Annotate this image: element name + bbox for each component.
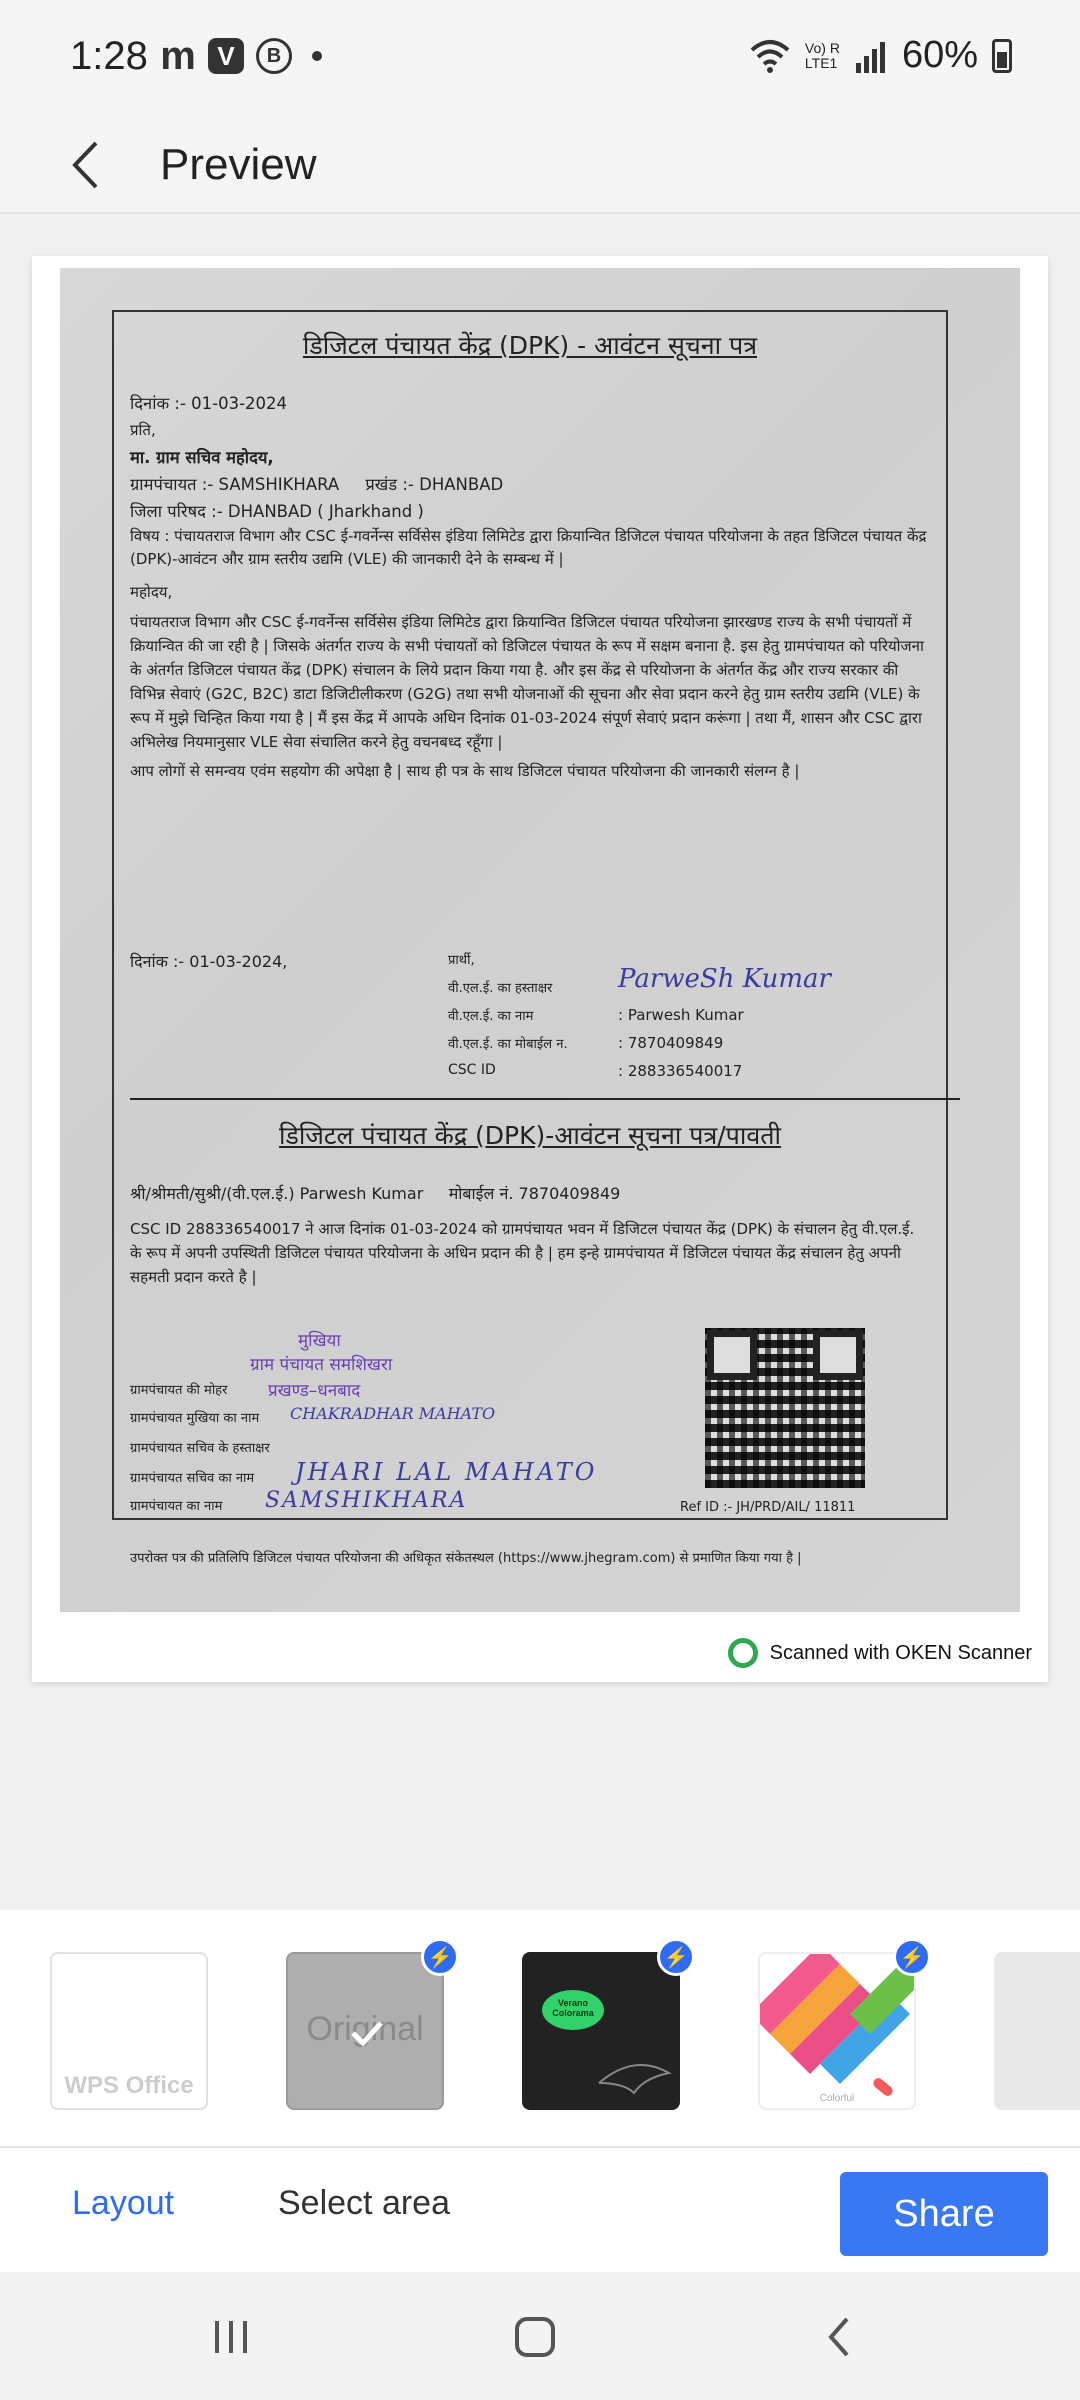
watermark-text: Scanned with OKEN Scanner [769,1641,1032,1664]
battery-percent: 60% [901,34,978,76]
more-notifications-icon [312,51,322,61]
premium-badge-icon: ⚡ [657,1938,695,1976]
vle-signature: ParweSh Kumar [618,964,831,994]
filter-original[interactable] [286,1952,444,2110]
filter-colorful[interactable] [758,1952,916,2110]
csc-label: CSC ID [448,1062,496,1078]
vle-name-label: वी.एल.ई. का नाम [448,1009,534,1024]
signal-icon [854,39,888,73]
secretary-sig-label: ग्रामपंचायत सचिव के हस्ताक्षर [130,1441,270,1456]
section-divider [130,1098,960,1100]
csc-id: : 288336540017 [618,1062,743,1080]
notification-icons [160,33,322,78]
colorful-stripes-icon [760,1954,916,2110]
vle-mobile: : 7870409849 [618,1034,724,1052]
page-title: Preview [160,140,317,189]
qr-code [705,1328,865,1488]
vle-sig-label: वी.एल.ई. का हस्ताक्षर [448,981,553,996]
receipt-content [130,1180,930,1289]
select-area-button[interactable]: Select area [278,2184,450,2222]
back-arrow-icon [70,140,100,190]
ref-id: Ref ID :- JH/PRD/AIL/ 11811 [680,1500,856,1515]
filter-verano[interactable] [522,1952,680,2110]
document-page[interactable] [32,256,1048,1682]
stamp-line-1: मुखिया [298,1331,341,1351]
recent-apps-button[interactable] [196,2302,266,2372]
signature-block [130,950,930,1090]
premium-badge-icon: ⚡ [421,1938,459,1976]
doc-panchayat: ग्रामपंचायत :- SAMSHIKHARA प्रखंड :- DHANBAD [130,475,504,494]
status-bar [0,0,1080,116]
stamp-line-2: ग्राम पंचायत समशिखरा [250,1355,393,1375]
stamp-line-3: प्रखण्ड–धनबाद [268,1381,361,1401]
status-right [749,34,1012,77]
filter-label: Verano Colorama [552,1998,594,2018]
applicant-label: प्रार्थी, [448,953,475,968]
app-bar [0,116,1080,214]
doc-district: जिला परिषद :- DHANBAD ( Jharkhand ) [130,502,424,521]
filter-strip [0,1910,1080,2146]
document-title: डिजिटल पंचायत केंद्र (DPK) - आवंटन सूचना पत्र [302,331,758,360]
panchayat-name-label: ग्रामपंचायत का नाम [130,1499,223,1514]
status-time: 1:28 [70,34,148,78]
back-nav-icon [825,2315,853,2359]
doc-subject: विषय : पंचायतराज विभाग और CSC ई-गवर्नेन्स सर्विसेस इंडिया लिमिटेड द्वारा क्रियान्वित डिजिटल पंचायत परियोजना के तहत डिजिटल पंचायत केंद्र (DPK)-आवंटन और ग्राम स्तरीय उद्यमि (VLE) की जानकारी देने के सम्बन्ध में | [130,527,927,568]
filter-wps-office[interactable] [50,1952,208,2110]
seal-label: ग्रामपंचायत की मोहर [130,1383,228,1398]
mukhiya-name: CHAKRADHAR MAHATO [290,1404,496,1423]
doc-footer: उपरोक्त पत्र की प्रतिलिपि डिजिटल पंचायत परियोजना की अधिकृत संकेतस्थल (https://www.jhegram.com) से प्रमाणित किया गया है | [130,1551,802,1566]
scanned-document [60,268,1020,1612]
premium-badge-icon: ⚡ [893,1938,931,1976]
home-icon [513,2315,557,2359]
doc-body: पंचायतराज विभाग और CSC ई-गवर्नेन्स सर्विसेस इंडिया लिमिटेड द्वारा क्रियान्वित डिजिटल पंचायत परियोजना झारखण्ड राज्य के सभी पंचायतों में क्रियान्वित की जा रही है | जिसके अंतर्गत राज्य के सभी पंचायतों को डिजिटल पंचायत के रूप में सक्षम बनाना है. इस हेतु ग्रामपंचायत को परियोजना के अंतर्गत डिजिटल पंचायत केंद्र (DPK) संचालन के लिये प्रदान किया गया है. और इस केंद्र से परियोजना के अंतर्गत केंद्र और राज्य सरकार की विभिन्न सेवाएं (G2C, B2C) डाटा डिजिटीलीकरण (G2G) तथा सभी योजनाओं की सूचना और सेवा प्रदान करने हेतु ग्राम स्तरीय उद्यमि (VLE) के रूप में मुझे चिन्हित किया गया है | मैं इस केंद्र में आपके अधिन दिनांक 01-03-2024 संपूर्ण सेवाएं प्रदान करूंगा | तथा मैं, शासन और CSC द्वारा अभिलेख नियमानुसार VLE सेवा संचालित करने हेतु वचनबध्द रहूँगा | [130,613,924,751]
receipt-title: डिजिटल पंचायत केंद्र (DPK)-आवंटन सूचना पत्र/पावती [279,1121,781,1150]
doc-closing: आप लोगों से समन्वय एवंम सहयोग की अपेक्षा है | साथ ही पत्र के साथ डिजिटल पंचायत परियोजना की जानकारी संलग्न है | [130,762,800,780]
bottom-action-bar [0,2146,1080,2272]
doc-date: दिनांक :- 01-03-2024 [130,394,288,413]
receipt-line: श्री/श्रीमती/सुश्री/(वी.एल.ई.) Parwesh Kumar मोबाईल नं. 7870409849 [130,1184,621,1203]
secretary-name: JHARI LAL MAHATO [295,1458,598,1486]
wifi-icon [749,38,791,74]
filter-label: Colorful [819,2093,855,2104]
mukhiya-label: ग्रामपंचायत मुखिया का नाम [130,1411,260,1426]
dolphin-icon [594,2048,674,2098]
doc-salutation: महोदय, [130,583,173,601]
preview-area [0,216,1080,1910]
network-label: Vo) R LTE1 [804,39,840,71]
secretary-name-label: ग्रामपंचायत सचिव का नाम [130,1471,255,1486]
share-button[interactable]: Share [840,2172,1048,2256]
panchayat-name: SAMSHIKHARA [265,1488,468,1513]
b-app-icon: B [256,38,292,74]
v-app-icon: V [208,38,244,74]
layout-button[interactable]: Layout [72,2184,175,2222]
home-button[interactable] [500,2302,570,2372]
m-app-icon: m [160,33,196,78]
doc-to: प्रति, [130,421,156,439]
oken-scanner-icon [728,1638,758,1668]
back-button[interactable] [50,130,120,200]
filter-label: WPS Office [64,2072,194,2099]
battery-icon [992,39,1012,73]
back-nav-button[interactable] [804,2302,874,2372]
doc-addressee: मा. ग्राम सचिव महोदय, [130,448,274,467]
receipt-body: CSC ID 288336540017 ने आज दिनांक 01-03-2024 को ग्रामपंचायत भवन में डिजिटल पंचायत केंद्र (DPK) के संचालन हेतु वी.एल.ई. के रूप में अपनी उपस्थिती डिजिटल पंचायत परियोजना के अधिन प्रदान की है | हम इन्हे ग्रामपंचायत में डिजिटल पंचायत केंद्र संचालन हेतु अपनी सहमती प्रदान करते है | [130,1220,915,1286]
sign-date: दिनांक :- 01-03-2024, [130,952,288,971]
checkmark-icon [349,2018,385,2048]
document-content [130,328,930,1566]
filter-label: Original [306,2010,424,2048]
filter-next[interactable] [994,1952,1080,2110]
scanner-watermark [728,1638,1032,1668]
system-nav-bar [0,2272,1080,2400]
vle-name: : Parwesh Kumar [618,1006,744,1024]
vle-mobile-label: वी.एल.ई. का मोबाईल न. [448,1037,568,1052]
recent-apps-icon [211,2317,251,2357]
